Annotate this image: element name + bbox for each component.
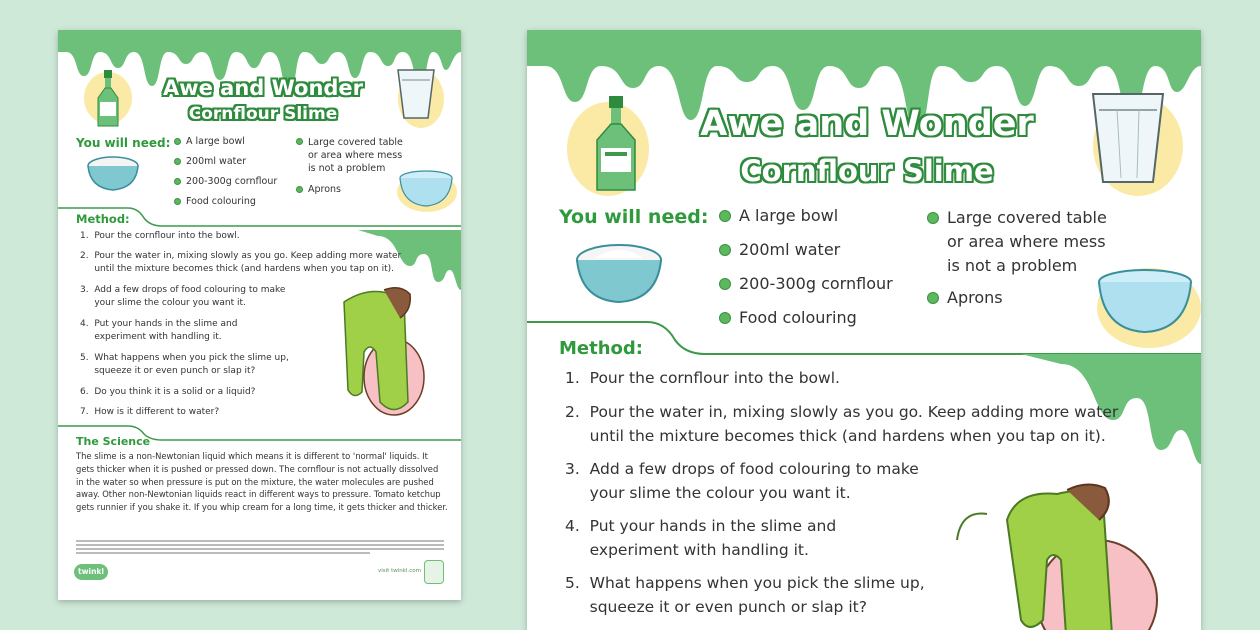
need-item: Large covered table or area where mess is not a problem [296,136,406,175]
science-text: The slime is a non-Newtonian liquid which means it is different to 'normal' liquids. It gets thicker when it is pushed or pressed down. The cornflour is not actually dissolved in the water so when pressure is put on the mixture, the water molecules are pushed away. Other non-Newtonian liquids react in different ways to pressure. Tomato ketchup gets runnier if you shake it. If you whip cream for a long time, it gets thicker and thicker. [76,451,448,513]
slime-hand-illustration [304,282,454,432]
bullet-dot [174,158,181,165]
need-item: Large covered table or area where mess is not a problem [927,206,1107,278]
need-item: 200-300g cornflour [174,176,277,187]
slime-hand-illustration [937,450,1167,630]
bullet-dot [927,212,939,224]
bullet-dot [296,138,303,145]
method-step: 6. Do you think it is a solid or a liquid? [80,387,256,397]
method-step: 7. How is it different to water? [80,407,220,417]
footer-url: visit twinkl.com [378,568,421,574]
method-step: 2. Pour the water in, mixing slowly as you go. Keep adding more water until the mixture becomes thick (and hardens when you tap on it). [565,403,1119,445]
need-item: Aprons [296,184,341,195]
science-heading: The Science [76,435,151,448]
worksheet-preview-large [527,30,1201,630]
bullet-dot [719,210,731,222]
page-subtitle: Cornflour Slime [188,104,338,124]
method-step: 4. Put your hands in the slime and experiment with handling it. [565,517,837,559]
bullet-dot [174,138,181,145]
page-title: Awe and Wonder [700,104,1034,144]
bottle-icon [593,96,639,192]
method-step: 1. Pour the cornflour into the bowl. [80,231,240,241]
you-will-need-heading: You will need: [559,206,709,228]
worksheet-preview-small [58,30,461,600]
you-will-need-heading: You will need: [76,136,171,150]
glass-icon [1087,88,1169,186]
method-step: 3. Add a few drops of food colouring to make your slime the colour you want it. [565,460,919,502]
need-item: 200-300g cornflour [719,274,893,293]
twinkl-logo: twinkl [74,564,108,580]
bottle-icon [96,70,120,128]
method-step: 5. What happens when you pick the slime up, squeeze it or even punch or slap it? [80,353,289,376]
need-item: A large bowl [174,136,245,147]
bowl-icon [86,154,140,192]
bullet-dot [927,292,939,304]
bullet-dot [174,178,181,185]
page-subtitle: Cornflour Slime [740,154,994,188]
need-item: Food colouring [719,308,857,327]
need-item: 200ml water [174,156,246,167]
need-item: Aprons [927,288,1003,307]
method-step: 4. Put your hands in the slime and experiment with handling it. [80,319,238,342]
method-heading: Method: [559,338,643,359]
glass-icon [394,66,438,122]
bullet-dot [719,278,731,290]
method-heading: Method: [76,212,130,226]
quality-badge-icon [424,560,444,584]
need-item: A large bowl [719,206,838,225]
need-item: 200ml water [719,240,840,259]
bowl-icon [573,240,665,306]
bullet-dot [174,198,181,205]
method-step: 2. Pour the water in, mixing slowly as you go. Keep adding more water until the mixture becomes thick (and hardens when you tap on it). [80,251,402,274]
method-step: 3. Add a few drops of food colouring to make your slime the colour you want it. [80,285,286,308]
fine-print [76,538,444,564]
method-step: 5. What happens when you pick the slime up, squeeze it or even punch or slap it? [565,574,925,616]
page-title: Awe and Wonder [162,76,364,100]
bullet-dot [296,186,303,193]
method-step: 1. Pour the cornflour into the bowl. [565,369,840,387]
need-item: Food colouring [174,196,256,207]
bullet-dot [719,244,731,256]
